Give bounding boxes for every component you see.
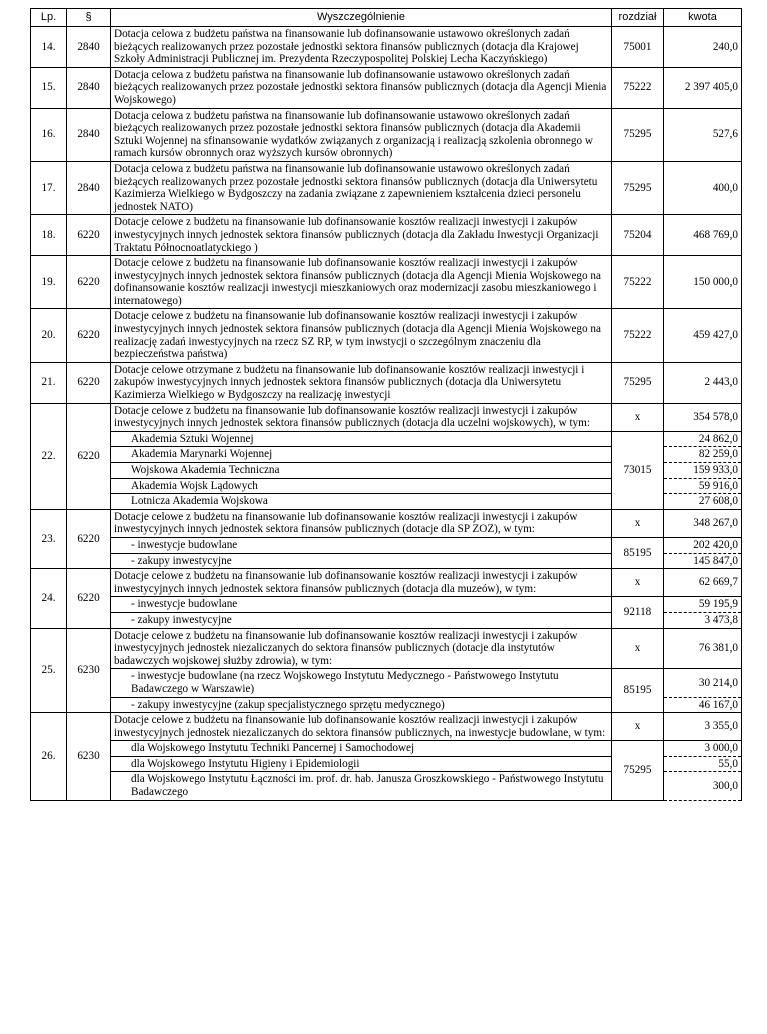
table-row	[31, 161, 742, 214]
row-lp: 21.	[31, 362, 67, 403]
subitem-kwota: 59 916,0	[664, 478, 742, 494]
subitem-description: - zakupy inwestycyjne	[111, 553, 612, 569]
subitem-kwota: 24 862,0	[664, 431, 742, 447]
subitem-description: dla Wojskowego Instytutu Higieny i Epidemiologii	[111, 756, 612, 772]
row-description: Dotacje celowe z budżetu na finansowanie lub dofinansowanie kosztów realizacji inwestycji i zakupów inwestycyjnych innych jednostek sektora finansów publicznych (dotacja dla Zakładu Inwestycji Organizacji Traktatu Północnoatlatyckiego )	[111, 215, 612, 256]
group-lp: 25.	[31, 628, 67, 713]
table-row	[31, 309, 742, 362]
subitem-rozdzial: 85195	[612, 669, 664, 713]
subitem-kwota: 30 214,0	[664, 669, 742, 697]
subitem-row	[31, 669, 742, 697]
table-row	[31, 27, 742, 68]
subitem-description: - inwestycje budowlane (na rzecz Wojskowego Instytutu Medycznego - Państwowego Instytutu Badawczego w Warszawie)	[111, 669, 612, 697]
subitem-row	[31, 537, 742, 553]
group-kwota: 354 578,0	[664, 403, 742, 431]
group-kwota: 348 267,0	[664, 509, 742, 537]
row-kwota: 468 769,0	[664, 215, 742, 256]
subitem-description: - zakupy inwestycyjne (zakup specjalistycznego sprzętu medycznego)	[111, 697, 612, 713]
header-lp: Lp.	[31, 9, 67, 27]
subitem-description: - inwestycje budowlane	[111, 537, 612, 553]
subitem-kwota: 59 195,9	[664, 597, 742, 613]
subitem-description: dla Wojskowego Instytutu Techniki Pancernej i Samochodowej	[111, 741, 612, 757]
subitem-kwota: 202 420,0	[664, 537, 742, 553]
group-kwota: 76 381,0	[664, 628, 742, 669]
subitem-description: - inwestycje budowlane	[111, 597, 612, 613]
group-rozdzial: x	[612, 569, 664, 597]
subitem-kwota: 3 473,8	[664, 612, 742, 628]
table-row	[31, 67, 742, 108]
row-paragraph: 2840	[67, 108, 111, 161]
row-description: Dotacja celowa z budżetu państwa na finansowanie lub dofinansowanie ustawowo określonych zadań bieżących realizowanych przez pozostałe jednostki sektora finansów publicznych (dotacja dla Uniwersytetu Kazimierza Wielkiego w Bydgoszczy na zadania związane z zapewnieniem kształcenia dzieci personelu jednostek NATO)	[111, 161, 612, 214]
row-paragraph: 6220	[67, 362, 111, 403]
row-kwota: 527,6	[664, 108, 742, 161]
subitem-description: Lotnicza Akademia Wojskowa	[111, 494, 612, 510]
group-paragraph: 6220	[67, 403, 111, 509]
row-lp: 17.	[31, 161, 67, 214]
group-lp: 23.	[31, 509, 67, 568]
group-rozdzial: x	[612, 713, 664, 741]
row-description: Dotacje celowe otrzymane z budżetu na finansowanie lub dofinansowanie kosztów realizacji inwestycji i zakupów inwestycyjnych innych jednostek sektora finansów publicznych (dotacja dla Uniwersytetu Kazimierza Wielkiego w Bydgoszczy na realizację inwestycji	[111, 362, 612, 403]
group-kwota: 3 355,0	[664, 713, 742, 741]
row-paragraph: 2840	[67, 161, 111, 214]
group-description: Dotacje celowe z budżetu na finansowanie lub dofinansowanie kosztów realizacji inwestycji i zakupów inwestycyjnych jednostek niezaliczanych do sektora finansów publicznych (dotacje dla instytutów badawczych wojskowej służby zdrowia), w tym:	[111, 628, 612, 669]
subitem-kwota: 82 259,0	[664, 447, 742, 463]
group-row	[31, 628, 742, 669]
subitem-kwota: 55,0	[664, 756, 742, 772]
row-description: Dotacja celowa z budżetu państwa na finansowanie lub dofinansowanie ustawowo określonych zadań bieżących realizowanych przez pozostałe jednostki sektora finansów publicznych (dotacja dla Krajowej Szkoły Administracji Publicznej im. Prezydenta Rzeczypospolitej Polskiej Lecha Kaczyńskiego)	[111, 27, 612, 68]
row-lp: 16.	[31, 108, 67, 161]
subitem-description: Akademia Sztuki Wojennej	[111, 431, 612, 447]
row-kwota: 2 443,0	[664, 362, 742, 403]
subitem-kwota: 46 167,0	[664, 697, 742, 713]
subitem-rozdzial: 73015	[612, 431, 664, 509]
group-paragraph: 6230	[67, 628, 111, 713]
header-rozdzial: rozdział	[612, 9, 664, 27]
group-lp: 26.	[31, 713, 67, 801]
row-lp: 15.	[31, 67, 67, 108]
subitem-description: Wojskowa Akademia Techniczna	[111, 463, 612, 479]
subitem-kwota: 145 847,0	[664, 553, 742, 569]
row-lp: 18.	[31, 215, 67, 256]
header-row	[31, 9, 742, 27]
row-description: Dotacje celowe z budżetu na finansowanie lub dofinansowanie kosztów realizacji inwestycji i zakupów inwestycyjnych innych jednostek sektora finansów publicznych (dotacja dla Agencji Mienia Wojskowego na realizację zadań inwestycyjnych na rzecz SZ RP, w tym inwstycji o szczególnym znaczeniu dla bezpieczeństwa państwa)	[111, 309, 612, 362]
group-kwota: 62 669,7	[664, 569, 742, 597]
row-kwota: 2 397 405,0	[664, 67, 742, 108]
row-description: Dotacja celowa z budżetu państwa na finansowanie lub dofinansowanie ustawowo określonych zadań bieżących realizowanych przez pozostałe jednostki sektora finansów publicznych (dotacja dla Akademii Sztuki Wojennej na sfinansowanie wydatków związanych z organizacją i realizacją szkolenia obronnego w ramach kursów obronnych oraz wyższych kursów obronnych)	[111, 108, 612, 161]
table-row	[31, 215, 742, 256]
table-body	[31, 27, 742, 801]
row-paragraph: 6220	[67, 309, 111, 362]
row-description: Dotacja celowa z budżetu państwa na finansowanie lub dofinansowanie ustawowo określonych zadań bieżących realizowanych przez pozostałe jednostki sektora finansów publicznych (dotacja dla Agencji Mienia Wojskowego)	[111, 67, 612, 108]
subitem-rozdzial: 85195	[612, 537, 664, 568]
table-row	[31, 108, 742, 161]
row-rozdzial: 75204	[612, 215, 664, 256]
row-rozdzial: 75295	[612, 108, 664, 161]
group-row	[31, 509, 742, 537]
group-rozdzial: x	[612, 403, 664, 431]
group-description: Dotacje celowe z budżetu na finansowanie lub dofinansowanie kosztów realizacji inwestycji i zakupów inwestycyjnych innych jednostek sektora finansów publicznych (dotacja dla uczelni wojskowych), w tym:	[111, 403, 612, 431]
subitem-row	[31, 741, 742, 757]
row-paragraph: 2840	[67, 67, 111, 108]
group-lp: 22.	[31, 403, 67, 509]
row-rozdzial: 75222	[612, 67, 664, 108]
subitem-description: - zakupy inwestycyjne	[111, 612, 612, 628]
row-description: Dotacje celowe z budżetu na finansowanie lub dofinansowanie kosztów realizacji inwestycji i zakupów inwestycyjnych innych jednostek sektora finansów publicznych (dotacja dla Agencji Mienia Wojskowego na dofinansowanie kosztów realizacji inwestycji mieszkaniowych oraz modernizacji zasobu mieszkaniowego i internatowego)	[111, 256, 612, 309]
row-kwota: 240,0	[664, 27, 742, 68]
row-rozdzial: 75222	[612, 256, 664, 309]
subitem-row	[31, 431, 742, 447]
group-row	[31, 403, 742, 431]
row-lp: 14.	[31, 27, 67, 68]
group-paragraph: 6220	[67, 569, 111, 628]
row-paragraph: 6220	[67, 215, 111, 256]
group-paragraph: 6220	[67, 509, 111, 568]
row-paragraph: 6220	[67, 256, 111, 309]
subitem-kwota: 27 608,0	[664, 494, 742, 510]
group-row	[31, 569, 742, 597]
subitem-kwota: 159 933,0	[664, 463, 742, 479]
row-paragraph: 2840	[67, 27, 111, 68]
group-rozdzial: x	[612, 509, 664, 537]
subitem-kwota: 3 000,0	[664, 741, 742, 757]
row-kwota: 459 427,0	[664, 309, 742, 362]
subitem-row	[31, 597, 742, 613]
subitem-description: Akademia Wojsk Lądowych	[111, 478, 612, 494]
group-lp: 24.	[31, 569, 67, 628]
row-rozdzial: 75295	[612, 362, 664, 403]
group-description: Dotacje celowe z budżetu na finansowanie lub dofinansowanie kosztów realizacji inwestycji i zakupów inwestycyjnych jednostek niezaliczanych do sektora finansów publicznych, na inwestycje budowlane, w tym:	[111, 713, 612, 741]
row-rozdzial: 75222	[612, 309, 664, 362]
header-paragraph: §	[67, 9, 111, 27]
group-description: Dotacje celowe z budżetu na finansowanie lub dofinansowanie kosztów realizacji inwestycji i zakupów inwestycyjnych innych jednostek sektora finansów publicznych (dotacje dla SP ZOZ), w tym:	[111, 509, 612, 537]
row-lp: 20.	[31, 309, 67, 362]
subitem-description: Akademia Marynarki Wojennej	[111, 447, 612, 463]
header-description: Wyszczególnienie	[111, 9, 612, 27]
subitem-kwota: 300,0	[664, 772, 742, 800]
row-rozdzial: 75295	[612, 161, 664, 214]
row-kwota: 400,0	[664, 161, 742, 214]
subitem-description: dla Wojskowego Instytutu Łączności im. prof. dr. hab. Janusza Groszkowskiego - Państwowego Instytutu Badawczego	[111, 772, 612, 800]
group-rozdzial: x	[612, 628, 664, 669]
table-row	[31, 256, 742, 309]
row-rozdzial: 75001	[612, 27, 664, 68]
header-kwota: kwota	[664, 9, 742, 27]
group-row	[31, 713, 742, 741]
subitem-rozdzial: 75295	[612, 741, 664, 800]
row-lp: 19.	[31, 256, 67, 309]
table-row	[31, 362, 742, 403]
budget-table	[30, 8, 742, 801]
group-description: Dotacje celowe z budżetu na finansowanie lub dofinansowanie kosztów realizacji inwestycji i zakupów inwestycyjnych innych jednostek sektora finansów publicznych (dotacja dla muzeów), w tym:	[111, 569, 612, 597]
subitem-rozdzial: 92118	[612, 597, 664, 628]
group-paragraph: 6230	[67, 713, 111, 801]
row-kwota: 150 000,0	[664, 256, 742, 309]
